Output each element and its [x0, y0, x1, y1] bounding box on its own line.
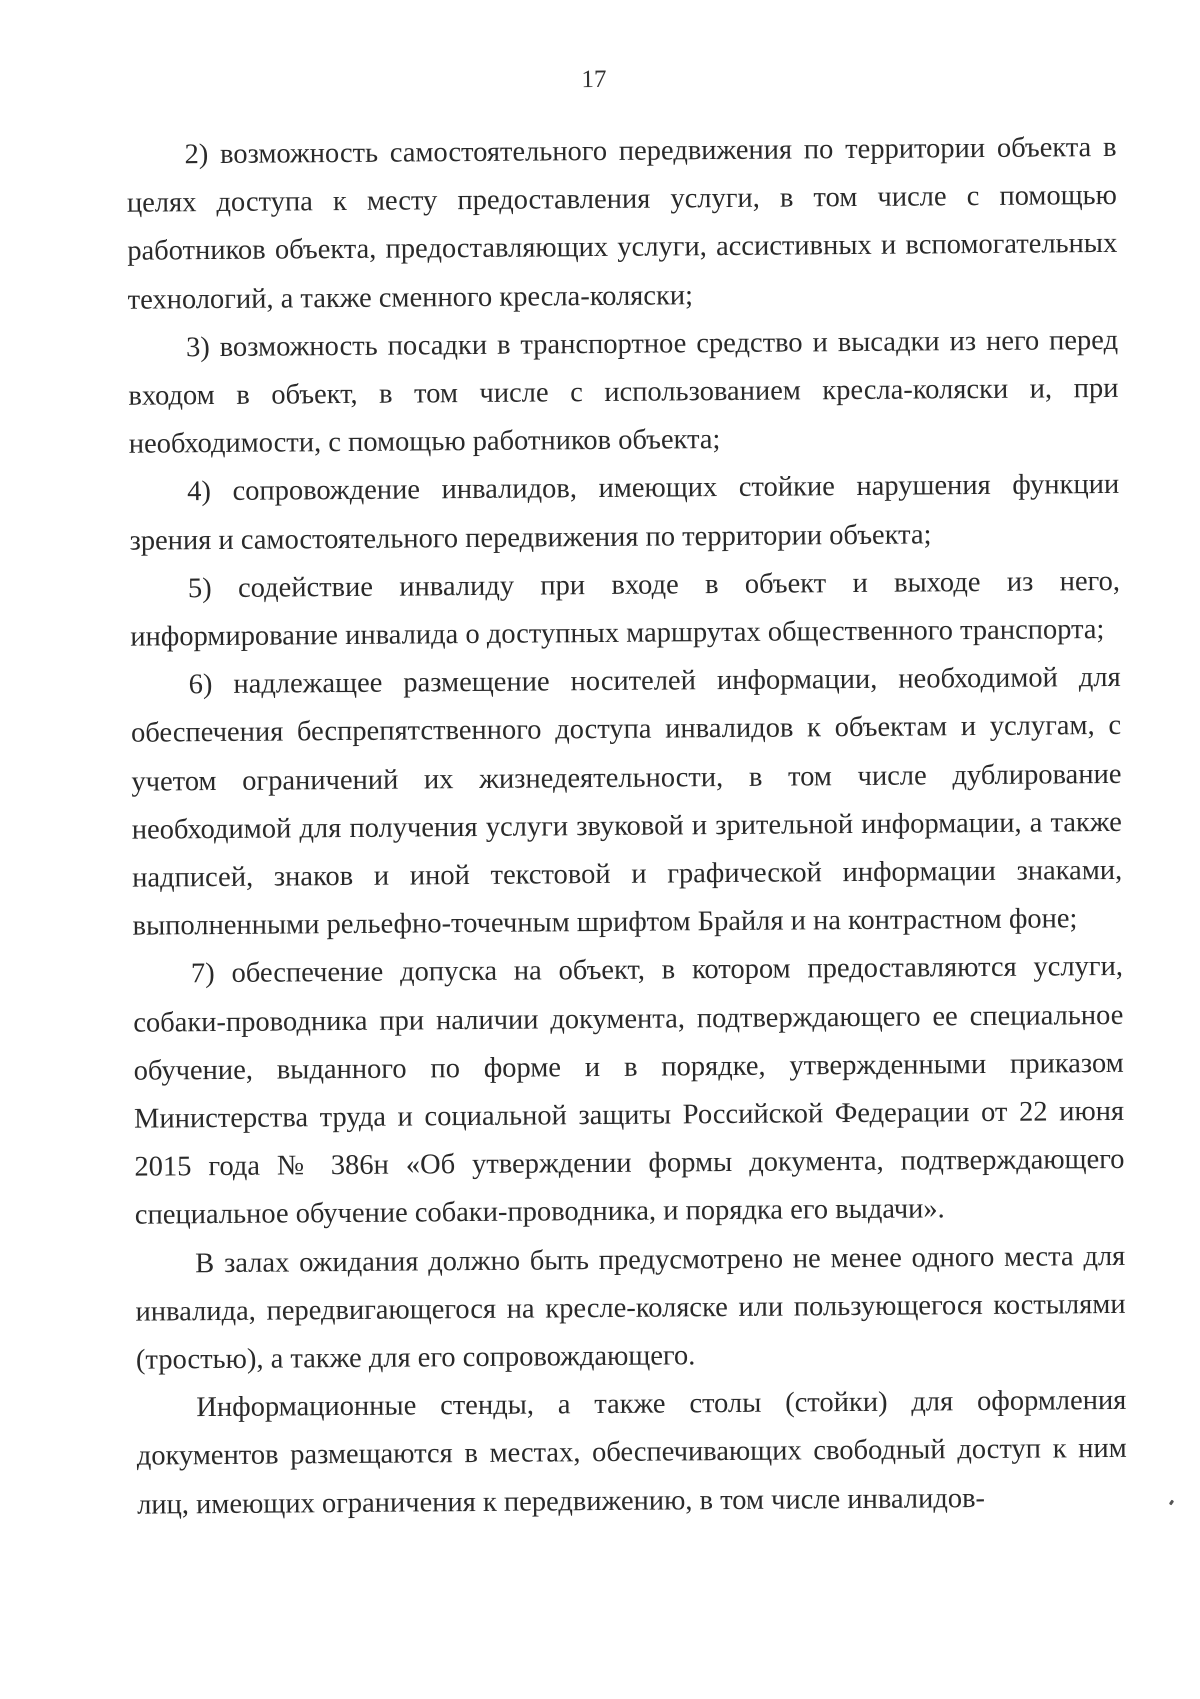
list-item-5: 5) содействие инвалиду при входе в объект и выходе из него, информирование инвалида о доступных маршрутах общественного транспорта;: [130, 565, 1121, 653]
list-item-3: 3) возможность посадки в транспортное средство и высадки из него перед входом в объект, в том числе с использованием кресла-коляски и, при необходимости, с помощью работников объекта;: [128, 324, 1119, 460]
list-item-7: 7) обеспечение допуска на объект, в котором предоставляются услуги, собаки-проводника при наличии документа, подтверждающего ее специальное обучение, выданного по форме и в порядке, утвержденными приказом Министерства труда и социальной защиты Российской Федерации от 22 июня 2015 года № 386н «Об утверждении формы документа, подтверждающего специальное обучение собаки-проводника, и порядка его выдачи».: [133, 951, 1125, 1232]
page-number: 17: [581, 65, 607, 94]
paragraph-waiting-rooms: В залах ожидания должно быть предусмотрено не менее одного места для инвалида, передвигающегося на кресле-коляске или пользующегося костылями (тростью), а также для его сопровождающего.: [135, 1240, 1126, 1376]
list-item-2: 2) возможность самостоятельного передвижения по территории объекта в целях доступа к месту предоставления услуги, в том числе с помощью работников объекта, предоставляющих услуги, ассистивных и вспомогательных технологий, а также сменного кресла-коляски;: [126, 131, 1118, 316]
document-body: [126, 124, 1127, 1530]
list-item-6: 6) надлежащее размещение носителей информации, необходимой для обеспечения беспрепятственного доступа инвалидов к объектам и услугам, с учетом ограничений их жизнедеятельности, в том числе дублирование необходимой для получения услуги звуковой и зрительной информации, а также надписей, знаков и иной текстовой и графической информации знаками, выполненными рельефно-точечным шрифтом Брайля и на контрастном фоне;: [130, 662, 1123, 942]
paragraph-information-stands: Информационные стенды, а также столы (стойки) для оформления документов размещаются в местах, обеспечивающих свободный доступ к ним лиц, имеющих ограничения к передвижению, в том числе инвалидов-: [136, 1385, 1127, 1521]
list-item-4: 4) сопровождение инвалидов, имеющих стойкие нарушения функции зрения и самостоятельного передвижения по территории объекта;: [129, 469, 1120, 557]
